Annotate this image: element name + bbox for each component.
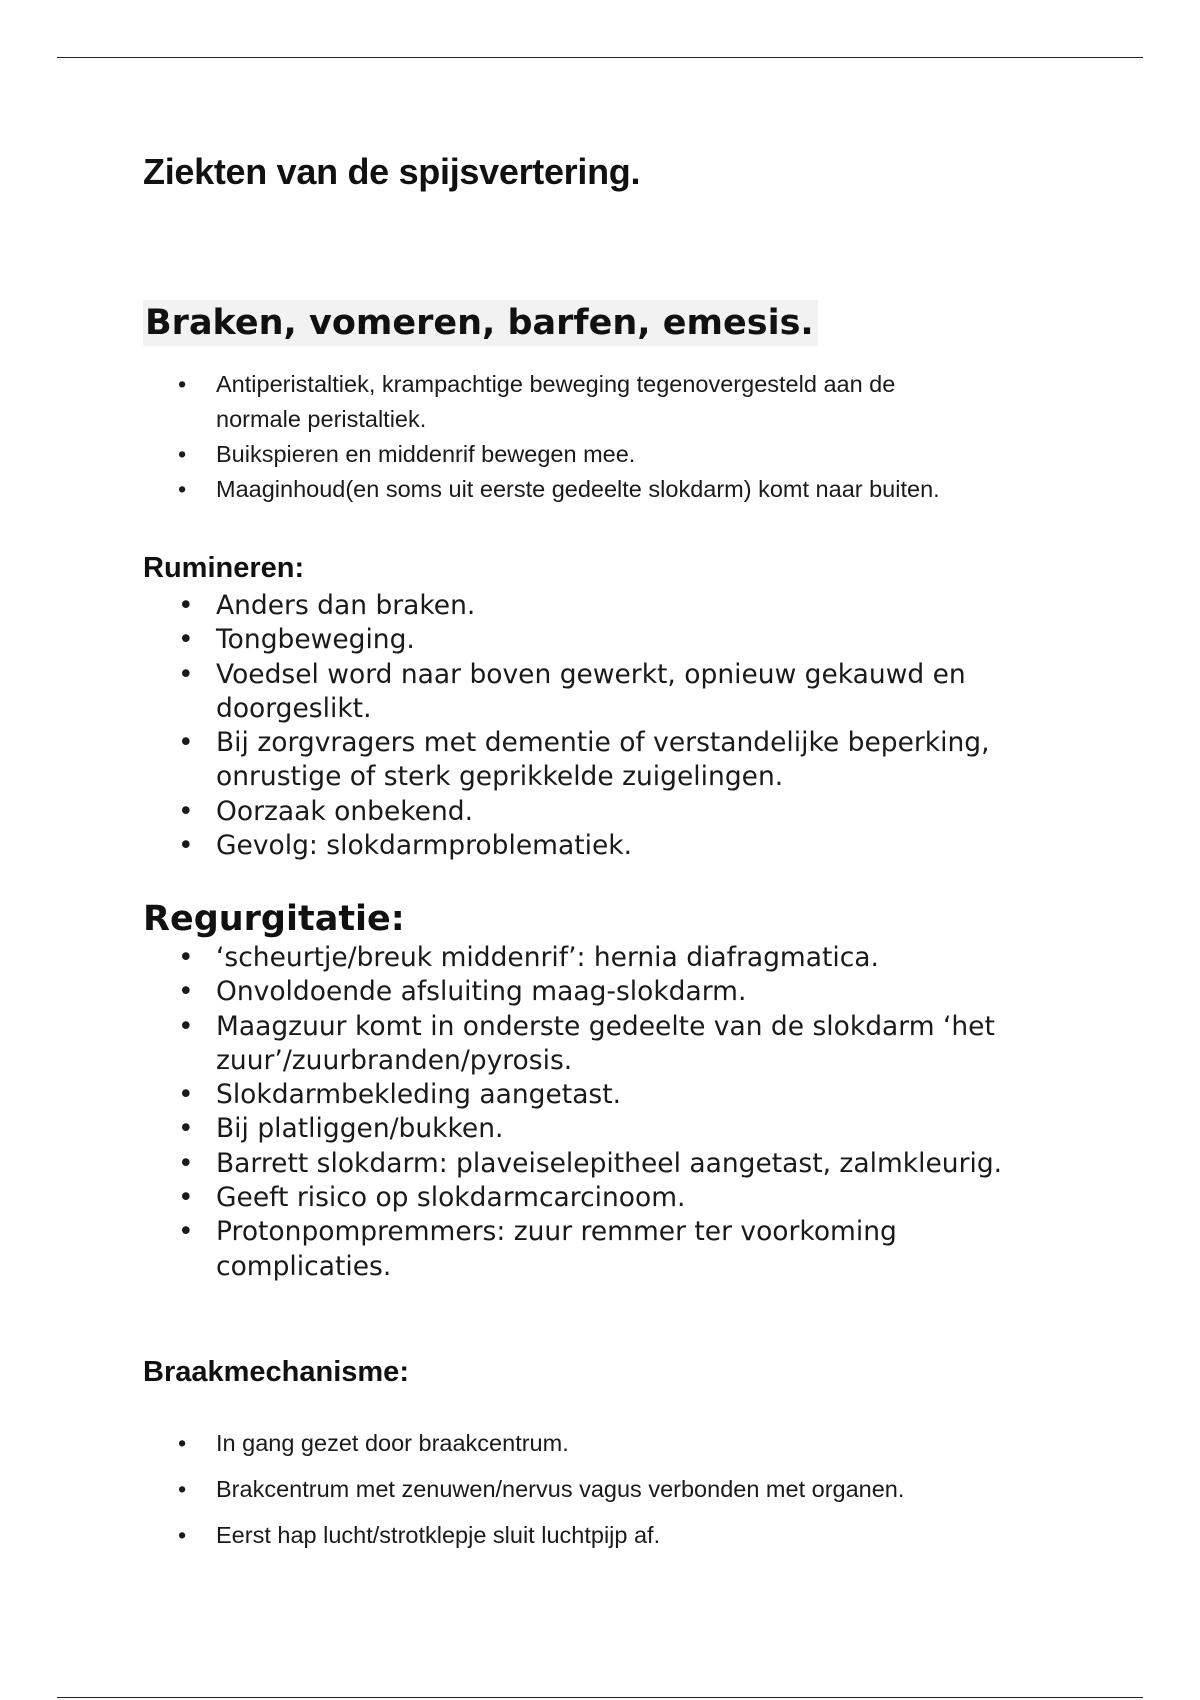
document-title: Ziekten van de spijsvertering. (143, 151, 641, 192)
section-heading-regurgitatie: Regurgitatie: (143, 899, 405, 939)
list-item: • Slokdarmbekleding aangetast. (0, 1078, 1100, 1112)
list-braakmechanisme (0, 1420, 1000, 1558)
list-item: • Oorzaak onbekend. (0, 795, 1000, 829)
list-item: • Eerst hap lucht/strotklepje sluit luchtpijp af. (0, 1512, 1000, 1558)
list-item: • Barrett slokdarm: plaveiselepitheel aangetast, zalmkleurig. (0, 1147, 1100, 1181)
section-heading-braken: Braken, vomeren, barfen, emesis. (143, 300, 818, 346)
list-regurgitatie (0, 941, 1100, 1284)
list-item: • Anders dan braken. (0, 589, 1000, 623)
section-heading-rumineren: Rumineren: (143, 552, 305, 584)
list-item: • ‘scheurtje/breuk middenrif’: hernia diafragmatica. (0, 941, 1100, 975)
list-rumineren (0, 589, 1000, 863)
list-item: • Onvoldoende afsluiting maag-slokdarm. (0, 975, 1100, 1009)
list-item: • Gevolg: slokdarmproblematiek. (0, 829, 1000, 863)
list-item: • Geeft risico op slokdarmcarcinoom. (0, 1181, 1100, 1215)
list-item: • Bij zorgvragers met dementie of verstandelijke beperking, onrustige of sterk geprikkelde zuigelingen. (0, 726, 1006, 795)
list-item: • Buikspieren en middenrif bewegen mee. (0, 437, 1000, 472)
list-item: • Maaginhoud(en soms uit eerste gedeelte slokdarm) komt naar buiten. (0, 472, 1000, 507)
top-rule (57, 57, 1143, 58)
list-item: • Antiperistaltiek, krampachtige beweging tegenovergesteld aan de normale peristaltiek. (0, 367, 946, 437)
list-item: • Protonpompremmers: zuur remmer ter voorkoming complicaties. (0, 1215, 976, 1284)
list-item: • Tongbeweging. (0, 623, 1000, 657)
section-heading-braakmechanisme: Braakmechanisme: (143, 1356, 409, 1388)
list-item: • Bij platliggen/bukken. (0, 1112, 1100, 1146)
list-item: • Brakcentrum met zenuwen/nervus vagus verbonden met organen. (0, 1466, 1000, 1512)
list-item: • Voedsel word naar boven gewerkt, opnieuw gekauwd en doorgeslikt. (0, 658, 986, 727)
list-braken (0, 367, 1000, 507)
list-item: • Maagzuur komt in onderste gedeelte van de slokdarm ‘het zuur’/zuurbranden/pyrosis. (0, 1010, 1006, 1079)
bottom-rule (57, 1697, 1143, 1698)
list-item: • In gang gezet door braakcentrum. (0, 1420, 1000, 1466)
